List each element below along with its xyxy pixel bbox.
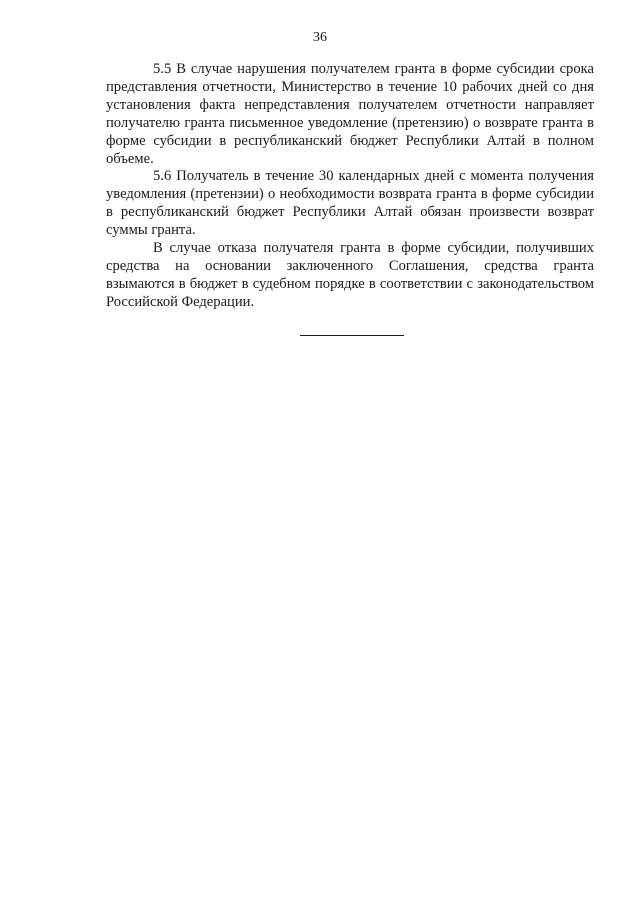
paragraph-refusal: В случае отказа получателя гранта в форме субсидии, получивших средства на основании заключенного Соглашения, средства гранта взымаются в бюджет в судебном порядке в соответствии с законодательством Российской Федерации. — [106, 240, 594, 310]
document-body — [106, 61, 594, 312]
paragraph-5-5: 5.5 В случае нарушения получателем гранта в форме субсидии срока представления отчетности, Министерство в течение 10 рабочих дней со дня установления факта непредставления получателем отчетности направляет получателю гранта письменное уведомление (претензию) о возврате гранта в форме субсидии в республиканский бюджет Республики Алтай в полном объеме. — [106, 61, 594, 167]
end-separator-line — [300, 335, 404, 336]
page-number: 36 — [313, 30, 327, 45]
paragraph-5-6: 5.6 Получатель в течение 30 календарных дней с момента получения уведомления (претензии) о необходимости возврата гранта в форме субсидии в республиканский бюджет Республики Алтай обязан произвести возврат суммы гранта. — [106, 168, 594, 239]
